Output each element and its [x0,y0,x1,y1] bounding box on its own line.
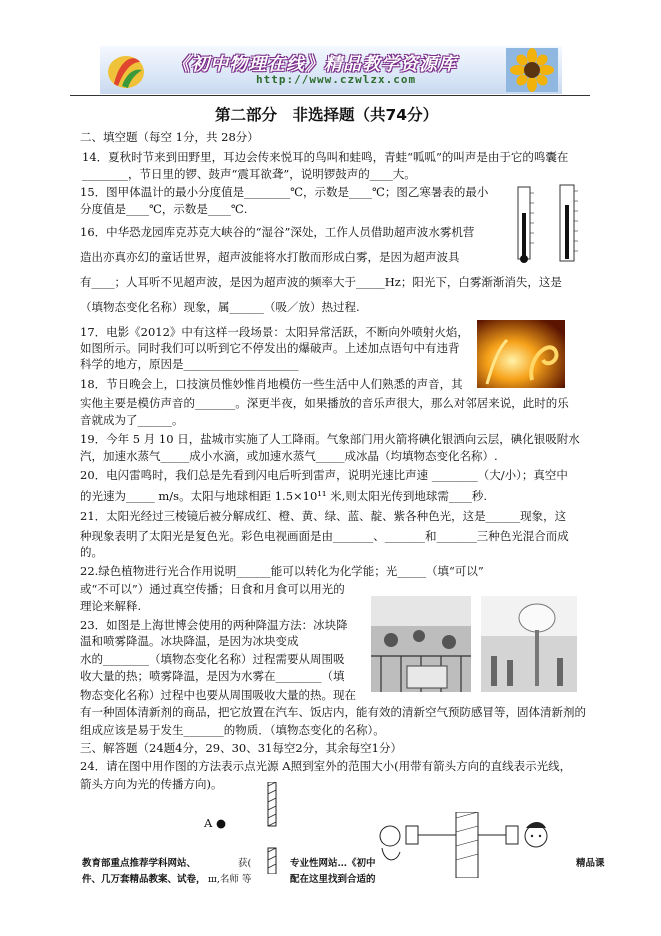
text-line: 15．图甲体温计的最小分度值是________℃，示数是____℃；图乙寒暑表的最小 [80,185,489,199]
text-line: 19．今年 5 月 10 日，盐城市实施了人工降雨。气象部门用火箭将碘化银洒向云层，碘化银吸附水 [80,432,580,446]
site-banner [100,46,562,94]
section-heading: 第二部分 非选择题（共74分） [215,106,439,124]
text-line: 造出亦真亦幻的童话世界，超声波能将水打散而形成白雾，是因为超声波具 [80,250,460,264]
text-line: 18．节日晚会上，口技演员惟妙惟肖地模仿一些生活中人们熟悉的声音，其 [80,377,463,391]
text-line: 有一种固体清新剂的商品，把它放置在汽车、饭店内，能有效的清新空气预防感冒等，固体清新剂的 [80,705,586,719]
text-line: 分度值是____℃，示数是____℃. [80,202,248,216]
string-telephone-figure [376,812,552,878]
text-line: ________，节日里的锣、鼓声“震耳欲聋”，说明锣鼓声的____大。 [82,167,416,181]
text-line: 组成应该是易于发生_______的物质．（填物态变化的名称）。 [80,723,385,737]
text-line: 理论来解释. [80,599,142,613]
text-line: 温和喷雾降温。冰块降温，是因为冰块变成 [80,634,299,648]
text-line: 科学的地方，原因是____________________ [80,357,299,371]
text-line: 如图所示。同时我们可以听到它不停发出的爆破声。上述加点语句中有违背 [80,341,460,355]
text-line: 17．电影《2012》中有这样一段场景：太阳异常活跃，不断向外喷射火焰， [80,325,469,339]
text-line: 的光速为_____ m/s。太阳与地球相距 1.5×10¹¹ 米,则太阳光传到地球需____秒. [80,489,487,503]
footer-ad-left-2b: ш,名师 等 [208,874,252,885]
thermometer-figure [500,183,590,265]
banner-title: 《初中物理在线》精品教学资源库 [172,54,457,75]
text-line: 的。 [80,545,103,559]
header-rule [70,95,590,96]
expo-ice-cooling-photo [371,596,471,692]
footer-ad-mid-1: 专业性网站…《初中 [290,858,376,869]
text-line: 种现象表明了太阳光是复色光。彩色电视画面是由_______、_______和_______三种色光混合而成 [80,529,569,543]
footer-ad-mid-2: 配在这里找到合适的 [290,874,376,885]
expo-spray-cooling-photo [481,596,577,692]
footer-ad-right: 精品课 [576,858,605,869]
text-line: 音就成为了______。 [80,413,184,427]
text-line: 有____；人耳听不见超声波，是因为超声波的频率大于_____Hz；阳光下，白雾渐渐消失，这是 [80,275,562,289]
wall-window-figure [266,782,280,874]
text-line: 23．如图是上海世博会使用的两种降温方法：冰块降 [80,618,348,632]
footer-ad-left-2: 件、几万套精品教案、试卷， [82,874,206,885]
text-line: 汽，加速水蒸气_____成小水滴，或加速水蒸气_____成冰晶（均填物态变化名称）. [80,449,498,463]
text-line: 或“不可以”）通过真空传播；日食和月食可以用光的 [80,582,345,596]
text-line: 箭头方向为光的传播方向)。 [80,777,223,791]
text-line: 14．夏秋时节来到田野里，耳边会传来悦耳的鸟叫和蛙鸣，青蛙“呱呱”的叫声是由于它的鸣囊在 [82,150,569,164]
text-line: 收大量的热；喷雾降温，是因为水雾在________（填 [80,669,345,683]
text-line: 22.绿色植物进行光合作用说明______能可以转化为化学能；光_____（填“可以” [80,564,484,578]
point-source-a: A ● [204,816,226,830]
text-line: 24．请在图中用作图的方法表示点光源 A照到室外的范围大小(用带有箭头方向的直线表示光线， [80,759,572,773]
text-line: 20．电闪雷鸣时，我们总是先看到闪电后听到雷声，说明光速比声速 ________（大/小）；真空中 [80,468,568,482]
footer-ad-left-1: 教育部重点推荐学科网站、 [82,858,197,869]
text-line: 水的________（填物态变化名称）过程需要从周围吸 [80,652,345,666]
text-line: 16．中华恐龙园库克苏克大峡谷的“湿谷”深处，工作人员借助超声波水雾机营 [80,225,475,239]
text-line: 三、解答题（24题4分，29、30、31每空2分，其余每空1分） [80,741,402,755]
footer-ad-left-1b: 获( [238,858,252,869]
solar-flare-figure [477,320,565,388]
banner-url: http://www.czwlzx.com [256,73,417,86]
sunflower-icon [506,48,558,92]
site-logo-icon [104,48,148,92]
text-line: 二、填空题（每空 1分，共 28分） [80,130,259,144]
text-line: 21．太阳光经过三棱镜后被分解成红、橙、黄、绿、蓝、靛、紫各种色光，这是______现象，这 [80,509,567,523]
text-line: 实他主要是模仿声音的_______。深更半夜，如果播放的音乐声很大，那么对邻居来说，此时的乐 [80,396,569,410]
text-line: （填物态变化名称）现象，属______（吸／放）热过程. [80,300,360,314]
text-line: 物态变化名称）过程中也要从周围吸收大量的热。现在 [80,688,356,702]
